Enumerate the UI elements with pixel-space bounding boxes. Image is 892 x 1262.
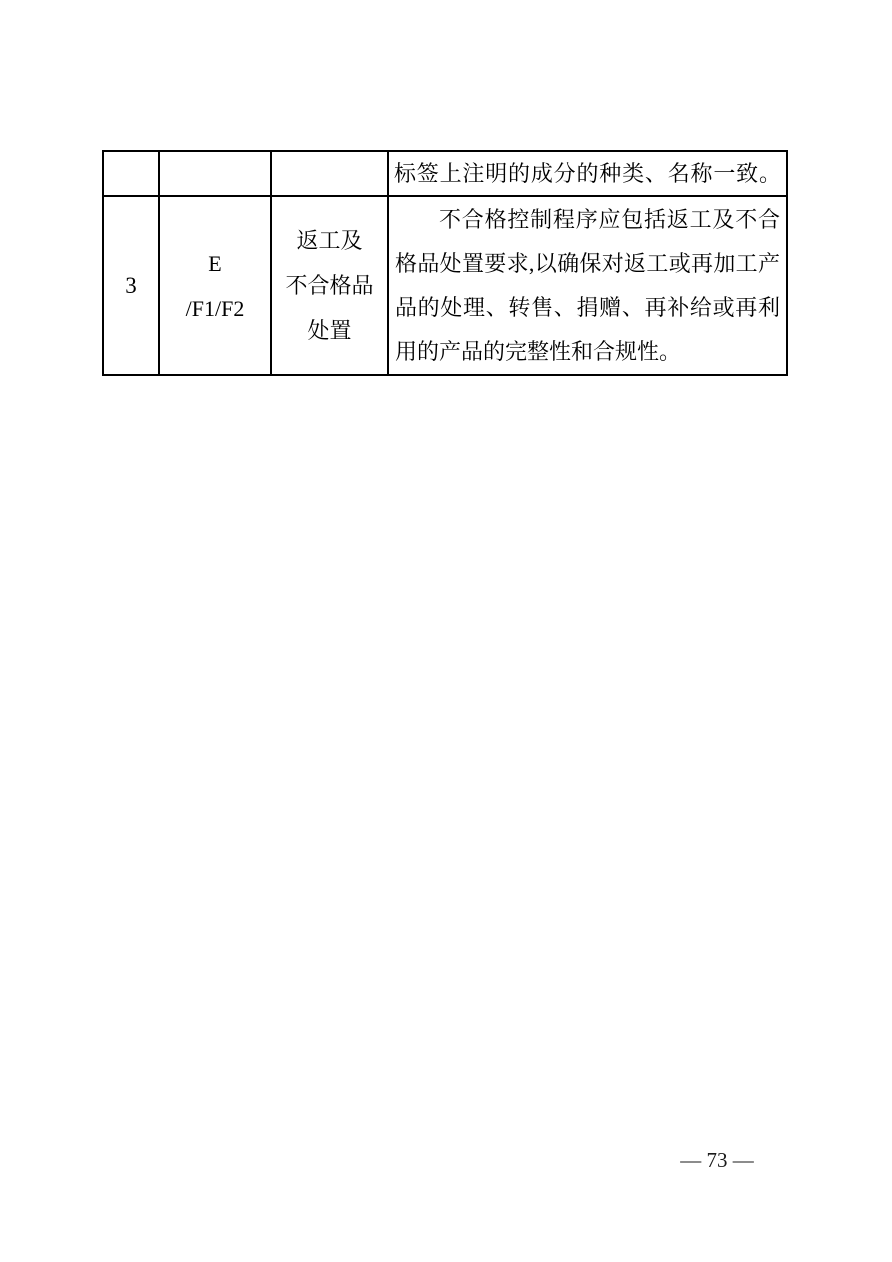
clause-code-line: /F1/F2 (185, 295, 245, 321)
category-line: 返工及 (296, 228, 363, 253)
row-index-value: 3 (125, 272, 137, 298)
table-row-continuation (103, 151, 787, 196)
table-row-item-3 (103, 196, 787, 375)
description-continuation-text: 标签上注明的成分的种类、名称一致。 (394, 161, 781, 186)
clause-code-line: E (208, 250, 222, 276)
category-line: 不合格品 (285, 273, 374, 298)
cell-row-index (103, 196, 159, 375)
cell-index-empty (103, 151, 159, 196)
page-number: — 73 — (680, 1148, 754, 1172)
description-paragraph: 不合格控制程序应包括返工及不合格品处置要求,以确保对返工或再加工产品的处理、转售、捐赠、再补给或再利用的产品的完整性和合规性。 (395, 207, 780, 364)
cell-category (271, 196, 388, 375)
cell-description-continuation (388, 151, 787, 196)
cell-code-empty (159, 151, 271, 196)
category-line: 处置 (307, 318, 352, 343)
cell-category-empty (271, 151, 388, 196)
nonconformity-control-table (102, 150, 788, 376)
cell-clause-code (159, 196, 271, 375)
cell-description (388, 196, 787, 375)
